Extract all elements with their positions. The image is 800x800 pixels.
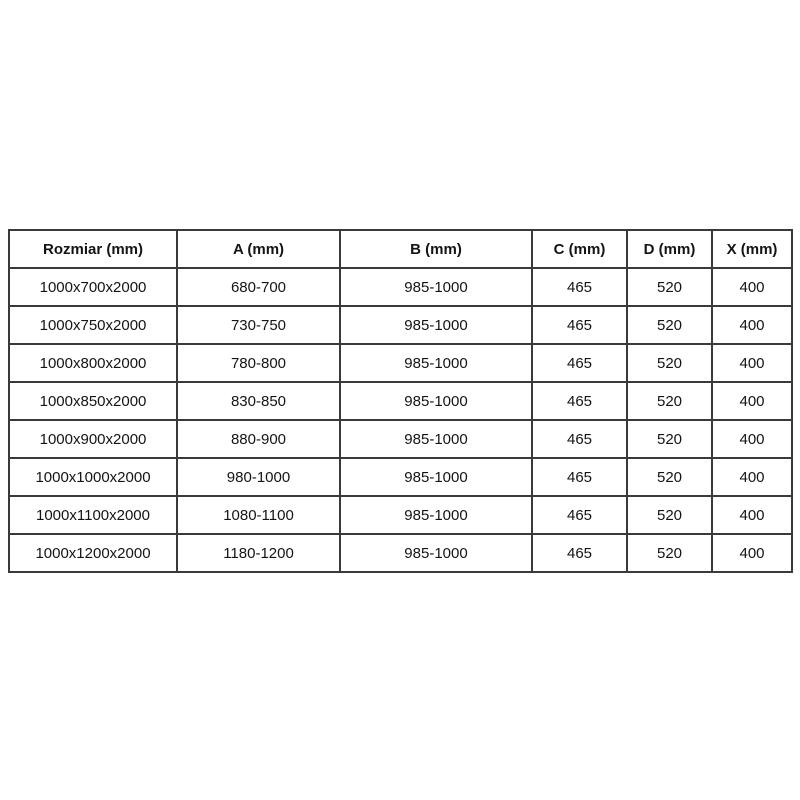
table-header-row bbox=[9, 230, 792, 268]
table-cell: 830-850 bbox=[177, 382, 340, 420]
table-cell: 1000x900x2000 bbox=[9, 420, 177, 458]
table-cell: 880-900 bbox=[177, 420, 340, 458]
table-row bbox=[9, 306, 792, 344]
table-cell: 1000x1000x2000 bbox=[9, 458, 177, 496]
table-cell: 400 bbox=[712, 496, 792, 534]
table-cell: 1000x700x2000 bbox=[9, 268, 177, 306]
table-cell: 400 bbox=[712, 382, 792, 420]
table-cell: 980-1000 bbox=[177, 458, 340, 496]
table-row bbox=[9, 344, 792, 382]
size-spec-table bbox=[8, 229, 793, 573]
table-cell: 465 bbox=[532, 344, 627, 382]
table-cell: 1000x850x2000 bbox=[9, 382, 177, 420]
table-cell: 985-1000 bbox=[340, 306, 532, 344]
table-cell: 400 bbox=[712, 344, 792, 382]
table-cell: 520 bbox=[627, 382, 712, 420]
table-cell: 985-1000 bbox=[340, 344, 532, 382]
table-row bbox=[9, 382, 792, 420]
table-cell: 985-1000 bbox=[340, 268, 532, 306]
column-header-b: B (mm) bbox=[340, 230, 532, 268]
table-cell: 985-1000 bbox=[340, 534, 532, 572]
table-cell: 1000x1200x2000 bbox=[9, 534, 177, 572]
table-cell: 520 bbox=[627, 268, 712, 306]
table-cell: 1000x1100x2000 bbox=[9, 496, 177, 534]
table-cell: 400 bbox=[712, 458, 792, 496]
table-cell: 465 bbox=[532, 458, 627, 496]
table-row bbox=[9, 458, 792, 496]
column-header-x: X (mm) bbox=[712, 230, 792, 268]
table-cell: 730-750 bbox=[177, 306, 340, 344]
table-cell: 465 bbox=[532, 268, 627, 306]
table-row bbox=[9, 420, 792, 458]
table-cell: 985-1000 bbox=[340, 496, 532, 534]
table-cell: 520 bbox=[627, 496, 712, 534]
column-header-rozmiar: Rozmiar (mm) bbox=[9, 230, 177, 268]
table-row bbox=[9, 534, 792, 572]
table-cell: 465 bbox=[532, 420, 627, 458]
column-header-a: A (mm) bbox=[177, 230, 340, 268]
column-header-d: D (mm) bbox=[627, 230, 712, 268]
table-cell: 465 bbox=[532, 534, 627, 572]
table-cell: 1180-1200 bbox=[177, 534, 340, 572]
table-cell: 400 bbox=[712, 534, 792, 572]
table-body bbox=[9, 268, 792, 572]
table-cell: 1080-1100 bbox=[177, 496, 340, 534]
table-cell: 985-1000 bbox=[340, 458, 532, 496]
table-cell: 465 bbox=[532, 306, 627, 344]
table-cell: 465 bbox=[532, 496, 627, 534]
table-cell: 400 bbox=[712, 268, 792, 306]
table-row bbox=[9, 268, 792, 306]
table-cell: 400 bbox=[712, 306, 792, 344]
table-cell: 780-800 bbox=[177, 344, 340, 382]
table-cell: 1000x750x2000 bbox=[9, 306, 177, 344]
size-chart-container bbox=[8, 229, 793, 573]
table-cell: 520 bbox=[627, 344, 712, 382]
table-cell: 520 bbox=[627, 420, 712, 458]
table-cell: 680-700 bbox=[177, 268, 340, 306]
table-cell: 520 bbox=[627, 458, 712, 496]
table-cell: 985-1000 bbox=[340, 420, 532, 458]
table-cell: 520 bbox=[627, 534, 712, 572]
table-cell: 465 bbox=[532, 382, 627, 420]
table-row bbox=[9, 496, 792, 534]
table-cell: 400 bbox=[712, 420, 792, 458]
table-cell: 520 bbox=[627, 306, 712, 344]
table-cell: 985-1000 bbox=[340, 382, 532, 420]
table-cell: 1000x800x2000 bbox=[9, 344, 177, 382]
column-header-c: C (mm) bbox=[532, 230, 627, 268]
